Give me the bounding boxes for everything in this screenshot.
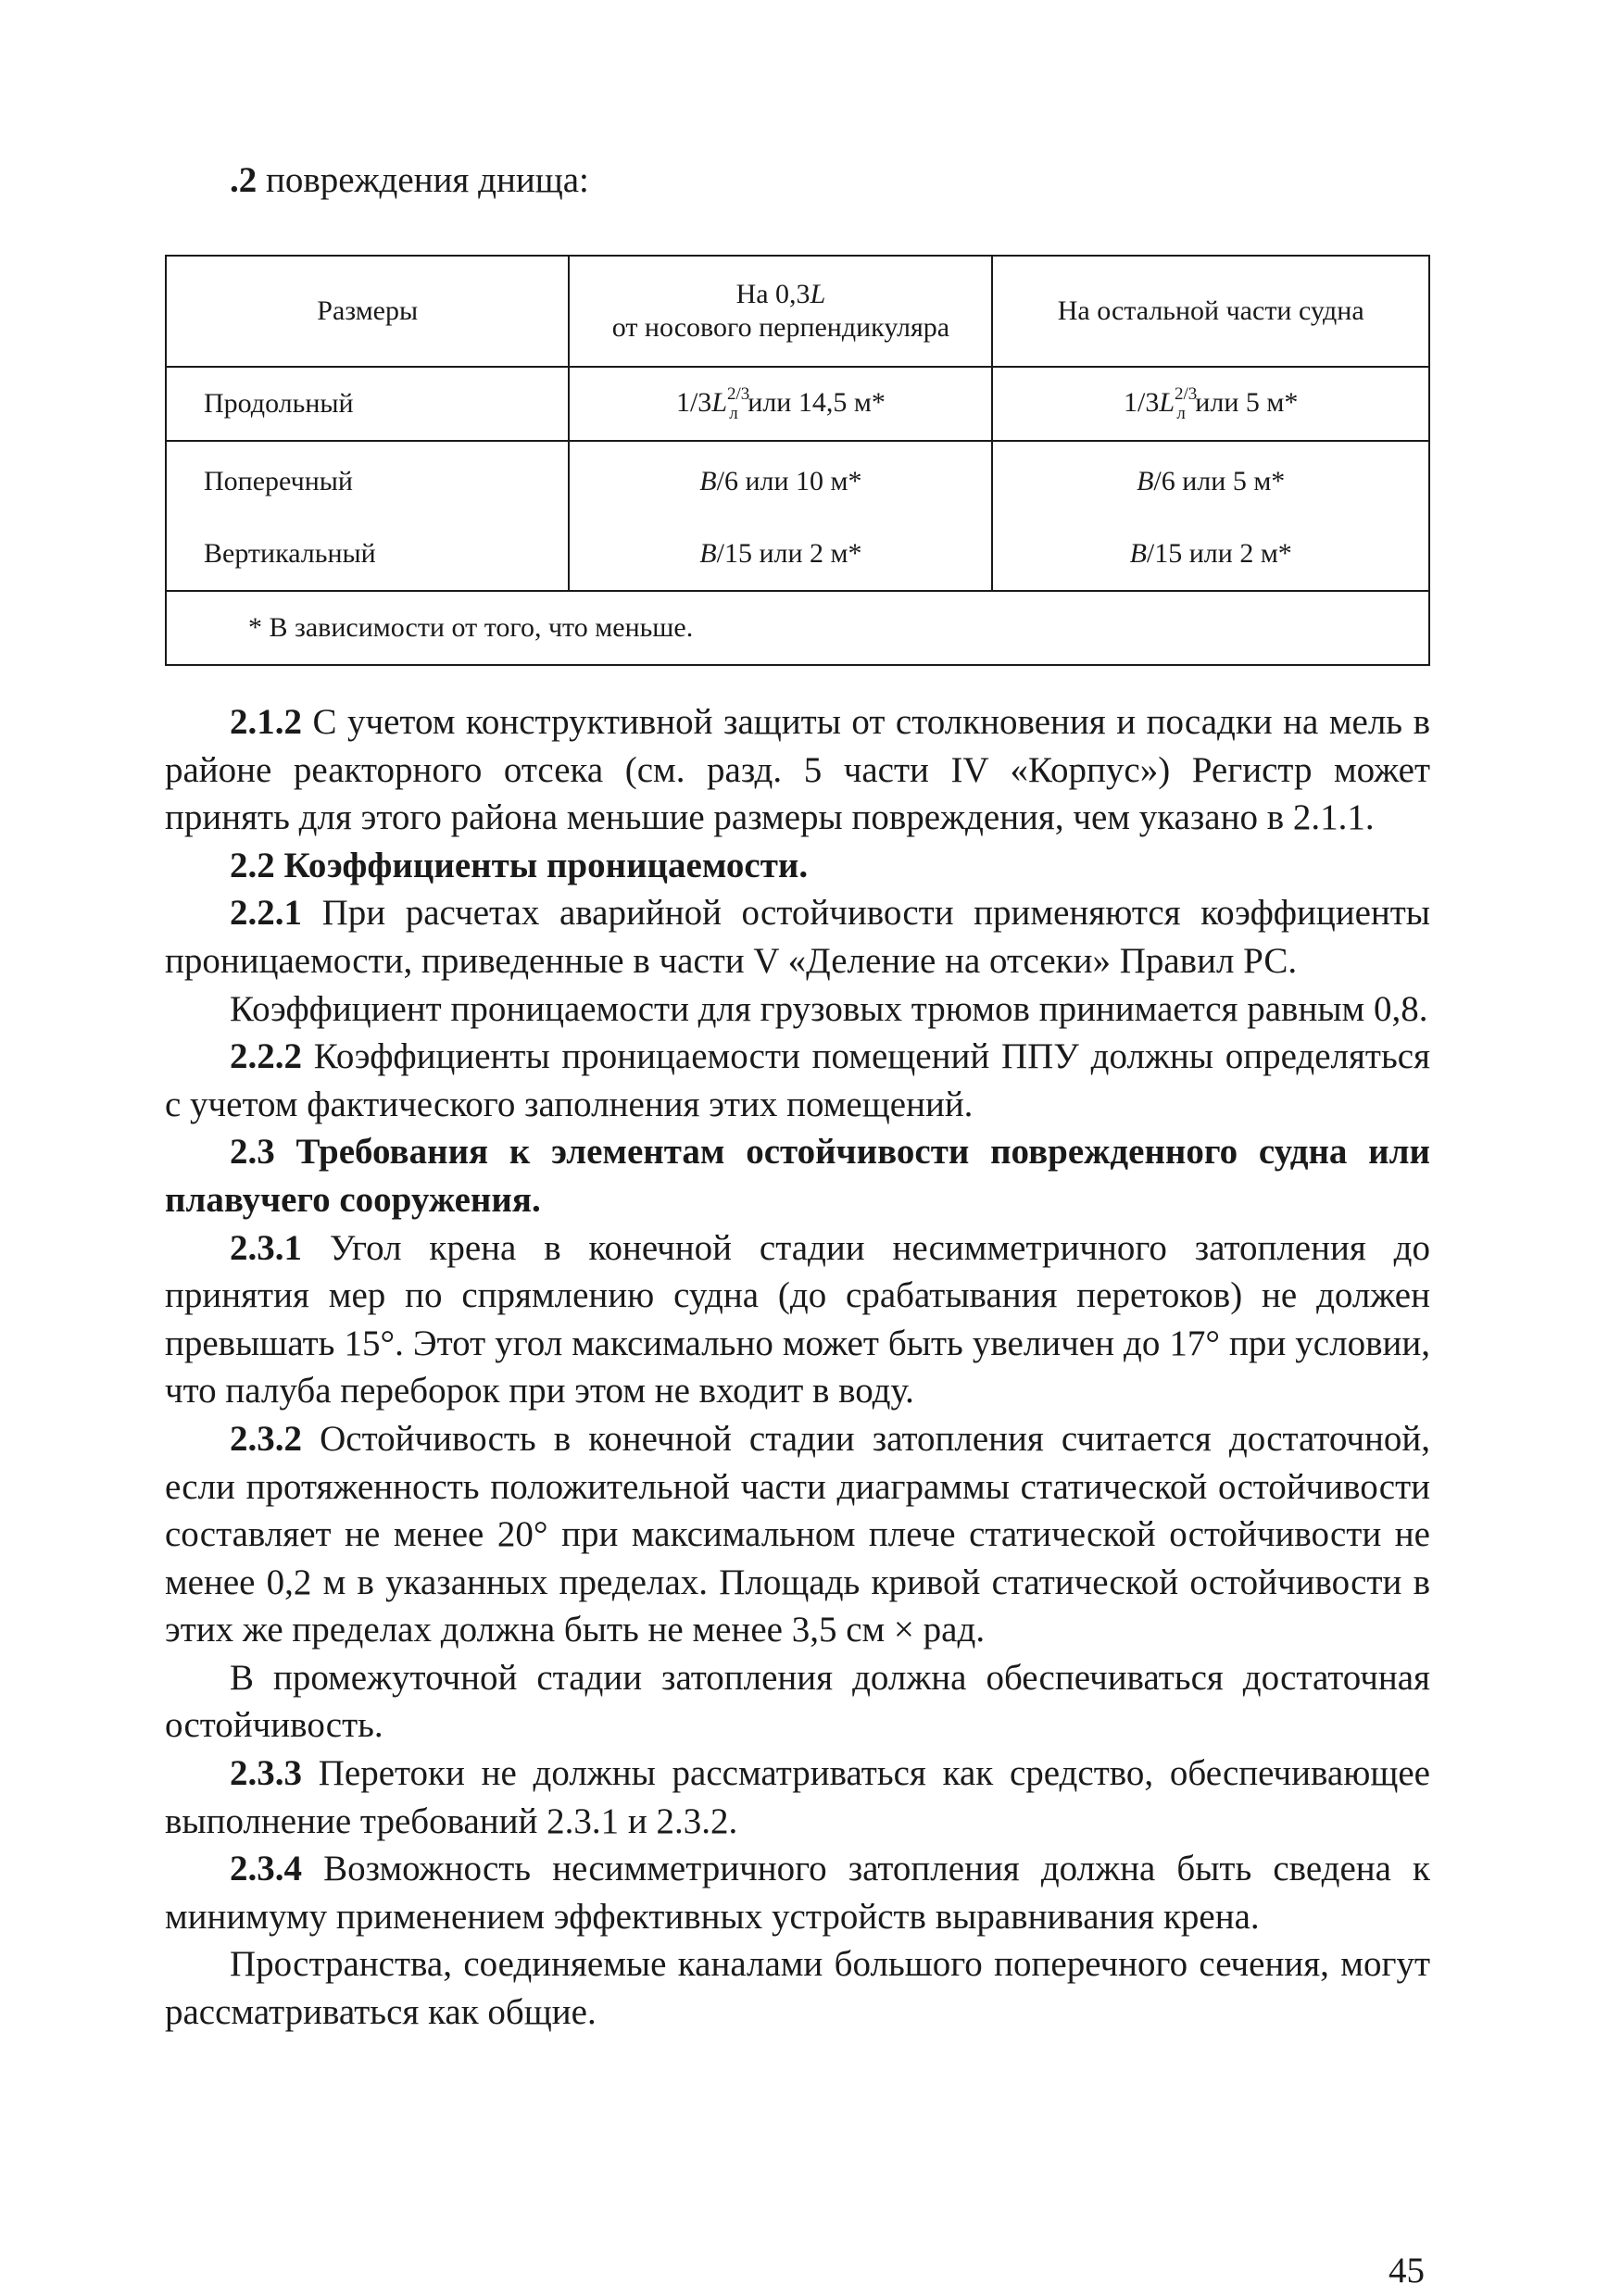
paragraph-2-3-2-continued: В промежуточной стадии затопления должна обеспечиваться достаточная остойчивость. [165,1657,1430,1746]
table-cell: $1/3L^{2/3}_л$ или 14,5 м* [569,367,992,441]
paragraph-2-3-4-continued: Пространства, соединяемые каналами большого поперечного сечения, могут рассматриваться как общие. [165,1944,1430,2033]
header-cell-rest: На остальной части судна [992,256,1429,367]
section-heading-2-2: 2.2 Коэффициенты проницаемости. [230,845,809,885]
table-row [166,518,1429,591]
paragraph-2-2-2: 2.2.2 Коэффициенты проницаемости помещений ППУ должны определяться с учетом фактического заполнения этих помещений. [165,1036,1430,1124]
table-cell: $1/3L^{2/3}_л$ или 5 м* [992,367,1429,441]
table-row [166,367,1429,441]
row-label: Продольный [166,367,569,441]
table-cell: B/15 или 2 м* [992,518,1429,591]
table-cell: B/6 или 5 м* [992,441,1429,518]
section-heading-2-3: 2.3 Требования к элементам остойчивости поврежденного судна или плавучего сооружения. [165,1132,1430,1220]
table-note-row [166,591,1429,665]
paragraph-2-3-4: 2.3.4 Возможность несимметричного затопления должна быть сведена к минимуму применением эффективных устройств выравнивания крена. [165,1849,1430,1937]
table-cell: B/6 или 10 м* [569,441,992,518]
table-footnote: * В зависимости от того, что меньше. [166,591,1429,665]
body-text [165,698,1430,2037]
paragraph-2-3-3: 2.3.3 Перетоки не должны рассматриваться как средство, обеспечивающее выполнение требований 2.3.1 и 2.3.2. [165,1753,1430,1841]
page-number: 45 [1389,2251,1425,2290]
table-cell: B/15 или 2 м* [569,518,992,591]
paragraph-2-1-2: 2.1.2 С учетом конструктивной защиты от столкновения и посадки на мель в районе реакторного отсека (см. разд. 5 части IV «Корпус») Регистр может принять для этого района меньшие размеры повреждения, чем указано в 2.1.1. [165,702,1431,838]
row-label: Вертикальный [166,518,569,591]
table-row [166,441,1429,518]
row-label: Поперечный [166,441,569,518]
list-item-bottom-damage [230,157,589,204]
item-number: .2 [230,160,258,200]
damage-dimensions-table [165,255,1430,666]
header-cell-dimensions: Размеры [166,256,569,367]
paragraph-2-3-2: 2.3.2 Остойчивость в конечной стадии затопления считается достаточной, если протяженность положительной части диаграммы статической остойчивости составляет не менее 20° при максимальном плече статической остойчивости не менее 0,2 м в указанных пределах. Площадь кривой статической остойчивости в этих же пределах должна быть не менее 3,5 см × рад. [165,1418,1430,1650]
paragraph-2-2-1-continued: Коэффициент проницаемости для грузовых трюмов принимается равным 0,8. [230,988,1428,1029]
paragraph-2-3-1: 2.3.1 Угол крена в конечной стадии несимметричного затопления до принятия мер по спрямлению судна (до срабатывания перетоков) не должен превышать 15°. Этот угол максимально может быть увеличен до 17° при условии, что палуба переборок при этом не входит в воду. [165,1227,1431,1411]
table-header-row [166,256,1429,367]
item-text: повреждения днища: [266,160,589,200]
paragraph-2-2-1: 2.2.1 При расчетах аварийной остойчивости применяются коэффициенты проницаемости, приведенные в части V «Деление на отсеки» Правил РС. [165,893,1430,981]
header-cell-bow: На 0,3L от носового перпендикуляра [569,256,992,367]
